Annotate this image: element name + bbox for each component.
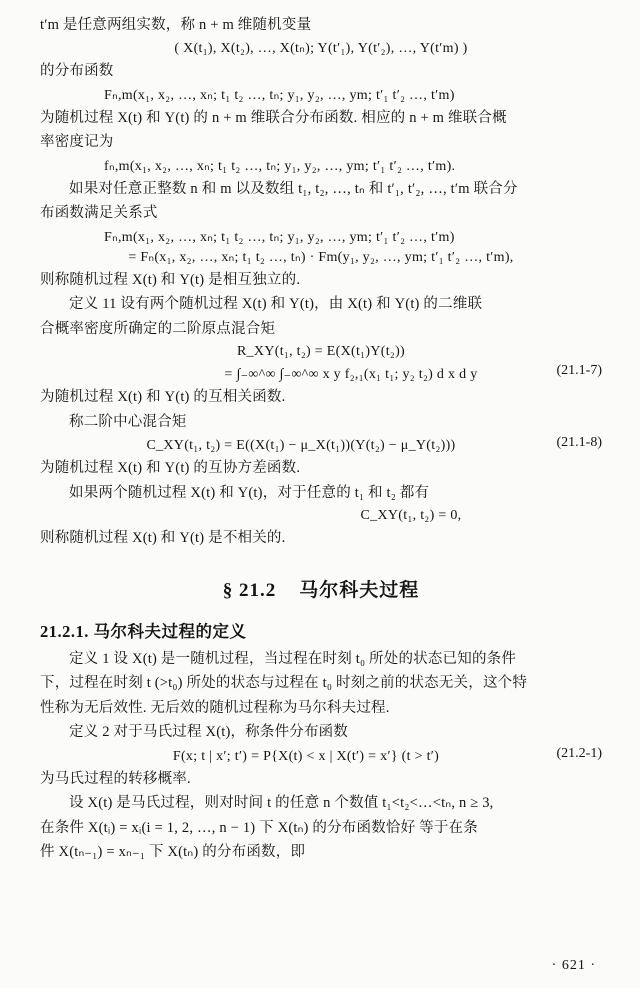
text-line: 在条件 X(tᵢ) = xᵢ(i = 1, 2, …, n − 1) 下 X(tₙ) 的分布函数恰好 等于在条 [40,819,478,836]
equation-number: (21.1-7) [556,363,602,379]
subsection-number: 21.2.1. [40,621,89,641]
text-line: 率密度记为 [40,134,114,151]
equation-block-21-1-8 [40,435,602,457]
equation-line: R_XY(t₁, t₂) = E(X(t₁)Y(t₂)) [236,344,405,360]
definition-2-line: 定义 2 对于马氏过程 X(t)，称条件分布函数 [69,724,349,741]
section-heading [40,575,602,602]
text-line: 下，过程在时刻 t (>t₀) 所处的状态与过程在 t₀ 时刻之前的状态无关，这个特 [40,675,528,692]
equation-line: F(x; t | x′; t′) = P{X(t) < x | X(t′) = x′} (t > t′) [172,748,440,764]
equation-line: C_XY(t₁, t₂) = E((X(t₁) − μ_X(t₁))(Y(t₂) − μ_Y(t₂))) [146,438,456,454]
equation-line: Fₙ,m(x₁, x₂, …, xₙ; t₁ t₂ …, tₙ; y₁, y₂, …, ym; t′₁ t′₂ …, t′m) [104,229,455,245]
equation-block-21-1-7 [40,363,602,386]
equation-number: (21.2-1) [556,745,602,761]
equation-number: (21.1-8) [556,435,602,451]
text-line: 合概率密度所确定的二阶原点混合矩 [40,320,276,337]
text-line: 为马氏过程的转移概率. [40,770,191,787]
text-line: 的分布函数 [40,63,114,80]
page-content [40,14,602,866]
text-line: 设 X(t) 是马氏过程，则对时间 t 的任意 n 个数值 t₁<t₂<…<tₙ, n ≥ 3, [69,795,494,812]
subsection-heading [40,618,602,642]
equation-line: fₙ,m(x₁, x₂, …, xₙ; t₁ t₂ …, tₙ; y₁, y₂, …, ym; t′₁ t′₂ …, t′m). [104,158,456,174]
section-number: § 21.2 [222,579,277,601]
definition-11-line: 定义 11 设有两个随机过程 X(t) 和 Y(t)，由 X(t) 和 Y(t) 的二维联 [69,296,483,313]
text-line: 称二阶中心混合矩 [69,413,187,430]
page-number: · 621 · [551,958,596,973]
equation-line: = ∫₋∞^∞ ∫₋∞^∞ x y f₂,₁(x₁ t₁; y₂ t₂) d x d y [224,367,478,383]
equation-block-21-2-1 [40,746,602,768]
text-line: 为随机过程 X(t) 和 Y(t) 的互协方差函数. [40,460,301,477]
equation-line: C_XY(t₁, t₂) = 0, [360,508,462,524]
subsection-title: 马尔科夫过程的定义 [93,621,247,641]
text-line: 性称为无后效性. 无后效的随机过程称为马尔科夫过程. [40,699,390,716]
text-line: t′m 是任意两组实数，称 n + m 维随机变量 [40,17,312,33]
text-line: 则称随机过程 X(t) 和 Y(t) 是相互独立的. [40,271,301,288]
equation-line: = Fₙ(x₁, x₂, …, xₙ; t₁ t₂ …, tₙ) · Fm(y₁, y₂, …, ym; t′₁ t′₂ …, t′m), [128,249,514,265]
text-line: 为随机过程 X(t) 和 Y(t) 的互相关函数. [40,389,286,406]
text-line: 为随机过程 X(t) 和 Y(t) 的 n + m 维联合分布函数. 相应的 n + m 维联合概 [40,109,507,126]
text-line: 件 X(tₙ₋₁) = xₙ₋₁ 下 X(tₙ) 的分布函数，即 [40,844,306,861]
section-title: 马尔科夫过程 [299,579,420,601]
text-line: 如果两个随机过程 X(t) 和 Y(t)，对于任意的 t₁ 和 t₂ 都有 [69,484,430,501]
equation-line: Fₙ,m(x₁, x₂, …, xₙ; t₁ t₂ …, tₙ; y₁, y₂, …, ym; t′₁ t′₂ …, t′m) [104,87,455,103]
text-line: 如果对任意正整数 n 和 m 以及数组 t₁, t₂, …, tₙ 和 t′₁, t′₂, …, t′m 联合分 [69,180,518,197]
equation-line: ( X(t₁), X(t₂), …, X(tₙ); Y(t′₁), Y(t′₂), …, Y(t′m) ) [174,41,468,57]
text-line: 布函数满足关系式 [40,205,158,222]
definition-1-line: 定义 1 设 X(t) 是一随机过程，当过程在时刻 t₀ 所处的状态已知的条件 [69,650,517,667]
text-line: 则称随机过程 X(t) 和 Y(t) 是不相关的. [40,530,286,547]
